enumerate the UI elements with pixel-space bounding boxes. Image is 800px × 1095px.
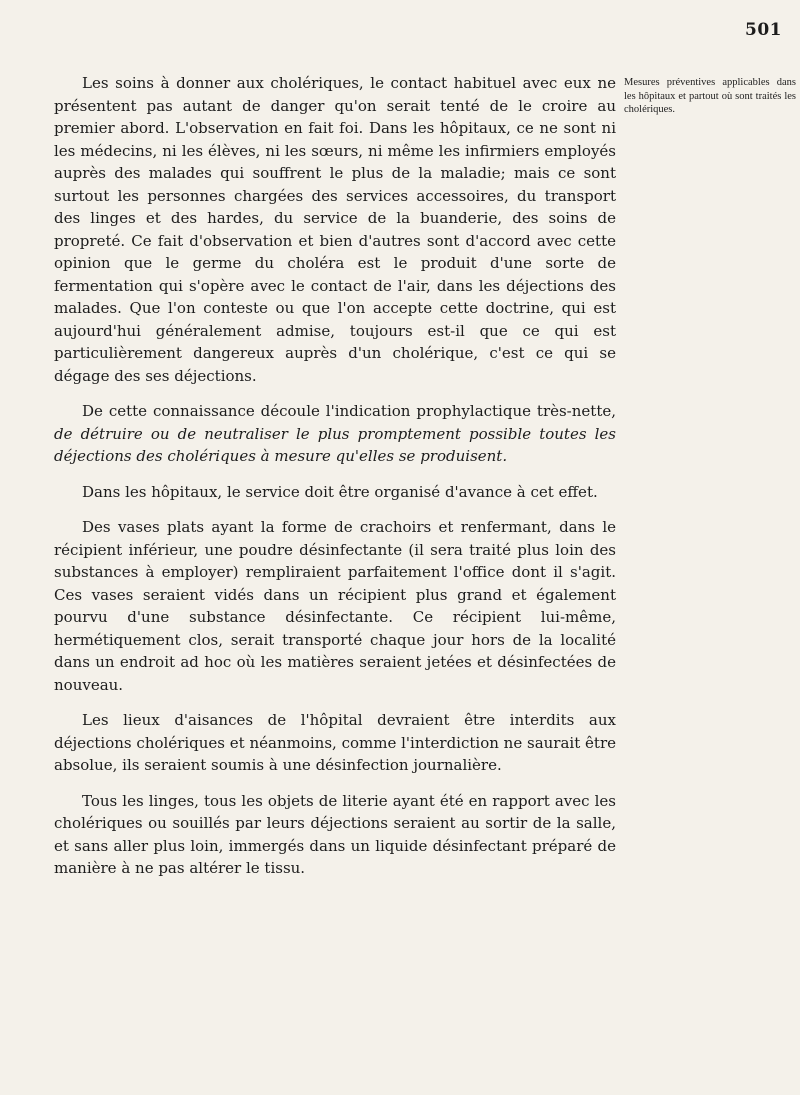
paragraph-5: Les lieux d'aisances de l'hôpital devraient être interdits aux déjections cholériques et néanmoins, comme l'interdiction ne saurait être absolue, ils seraient soumis à une désinfection journalière. <box>54 711 616 774</box>
paragraph-6: Tous les linges, tous les objets de literie ayant été en rapport avec les cholériques ou souillés par leurs déjections seraient au sortir de la salle, et sans aller plus loin, immergés dans un liquide désinfectant préparé de manière à ne pas altérer le tissu. <box>54 791 616 877</box>
paragraph-2 <box>54 400 616 468</box>
paragraph-2-italic: de détruire ou de neutraliser le plus promptement possible toutes les déjections des cholériques à mesure qu'elles se produisent. <box>54 424 616 465</box>
main-text <box>54 72 616 893</box>
page-number: 501 <box>745 20 782 40</box>
paragraph-1: Les soins à donner aux cholériques, le contact habituel avec eux ne présentent pas autant de danger qu'on serait tenté de le croire au premier abord. L'observation en fait foi. Dans les hôpitaux, ce ne sont ni les médecins, ni les élèves, ni les sœurs, ni même les infirmiers employés auprès des malades qui souffrent le plus de la maladie; mais ce sont surtout les personnes chargées des services accessoires, du transport des linges et des hardes, du service de la buanderie, des soins de propreté. Ce fait d'observation et bien d'autres sont d'accord avec cette opinion que le germe du choléra est le produit d'une sorte de fermentation qui s'opère avec le contact de l'air, dans les déjections des malades. Que l'on conteste ou que l'on accepte cette doctrine, qui est aujourd'hui généralement admise, toujours est-il que ce qui est particulièrement dangereux auprès d'un cholérique, c'est ce qui se dégage des ses déjections. <box>54 74 616 385</box>
paragraph-2-text: De cette connaissance découle l'indication prophylactique très-nette, <box>82 402 616 420</box>
margin-note: Mesures préventives applicables dans les hôpitaux et partout où sont traités les cholériques. <box>624 77 796 115</box>
paragraph-4: Des vases plats ayant la forme de crachoirs et renfermant, dans le récipient inférieur, une poudre désinfectante (il sera traité plus loin des substances à employer) rempliraient parfaitement l'office dont il s'agit. Ces vases seraient vidés dans un récipient plus grand et également pourvu d'une substance désinfectante. Ce récipient lui-même, hermétiquement clos, serait transporté chaque jour hors de la localité dans un endroit ad hoc où les matières seraient jetées et désinfectées de nouveau. <box>54 518 616 694</box>
paragraph-3: Dans les hôpitaux, le service doit être organisé d'avance à cet effet. <box>82 482 598 501</box>
